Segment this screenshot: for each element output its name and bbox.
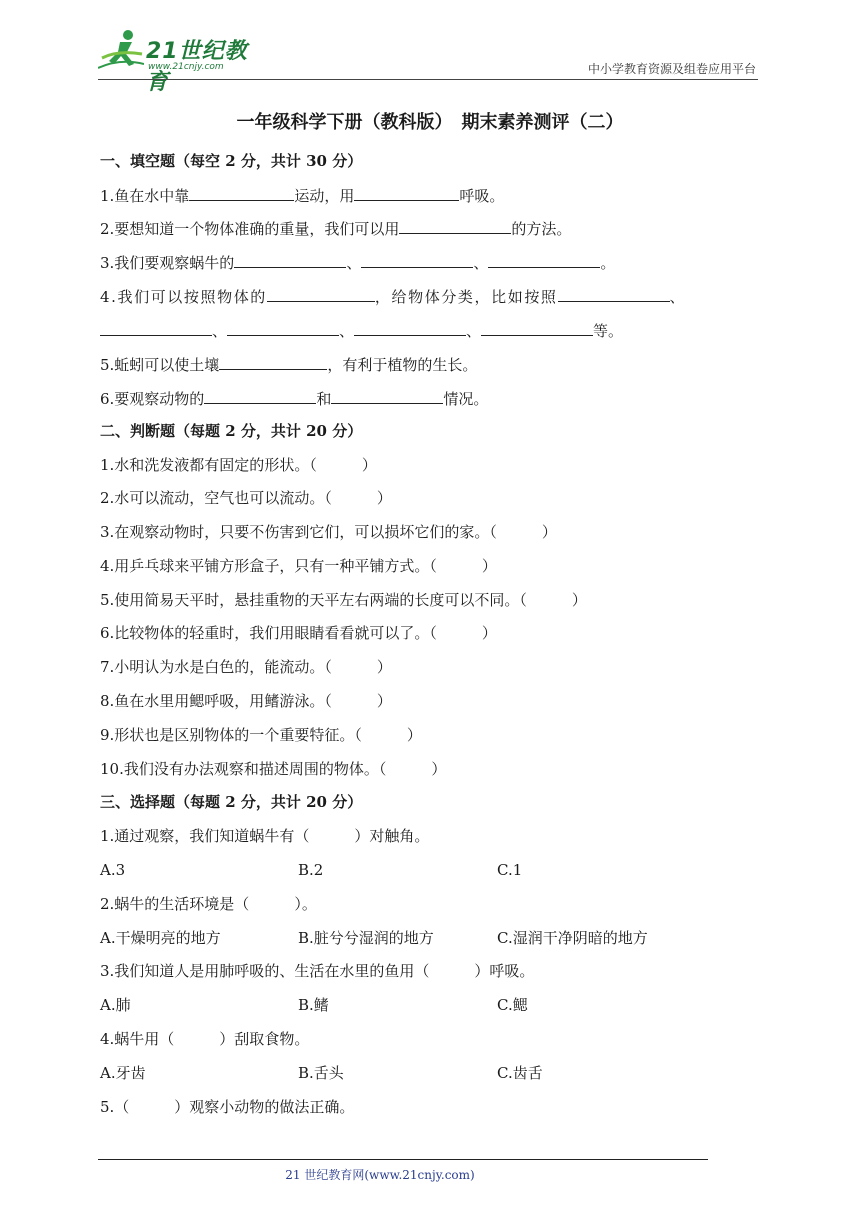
choice-option-c[interactable]: C.鳃 xyxy=(497,996,528,1014)
page-title: 一年级科学下册（教科版） 期末素养测评（二） xyxy=(236,112,624,133)
choice-option-b[interactable]: B.舌头 xyxy=(298,1064,344,1082)
answer-blank[interactable] xyxy=(331,388,443,404)
answer-blank[interactable] xyxy=(100,320,212,336)
page-header xyxy=(0,0,860,95)
judge-question: 3.在观察动物时，只要不伤害到它们，可以损坏它们的家。（ ） xyxy=(100,523,557,541)
answer-blank[interactable] xyxy=(361,252,473,268)
fill-question-6: 6.要观察动物的 和 情况。 xyxy=(100,390,489,408)
fill-question-5: 5.蚯蚓可以使土壤 ，有利于植物的生长。 xyxy=(100,356,478,374)
answer-blank[interactable] xyxy=(481,320,593,336)
judge-question: 5.使用简易天平时，悬挂重物的天平左右两端的长度可以不同。（ ） xyxy=(100,591,587,609)
footer-divider xyxy=(98,1159,708,1160)
answer-blank[interactable] xyxy=(354,185,459,201)
choice-option-a[interactable]: A.牙齿 xyxy=(100,1064,146,1082)
answer-blank[interactable] xyxy=(234,252,346,268)
choice-option-c[interactable]: C.齿舌 xyxy=(497,1064,543,1082)
choice-option-c[interactable]: C.1 xyxy=(497,861,523,879)
answer-blank[interactable] xyxy=(267,286,375,302)
choice-option-b[interactable]: B.2 xyxy=(298,861,324,879)
judge-question: 6.比较物体的轻重时，我们用眼睛看看就可以了。（ ） xyxy=(100,624,497,642)
choice-option-a[interactable]: A.3 xyxy=(100,861,126,879)
answer-blank[interactable] xyxy=(558,286,670,302)
fill-question-2: 2.要想知道一个物体准确的重量，我们可以用 的方法。 xyxy=(100,220,572,238)
fill-question-1: 1.鱼在水中靠 运动，用 呼吸。 xyxy=(100,187,505,205)
logo-text: 21世纪教育 xyxy=(146,39,248,95)
choice-question-3: 3.我们知道人是用肺呼吸的、生活在水里的鱼用（ ）呼吸。 xyxy=(100,962,535,980)
choice-question-5: 5.（ ）观察小动物的做法正确。 xyxy=(100,1098,355,1116)
choice-option-a[interactable]: A.肺 xyxy=(100,996,131,1014)
choice-question-2: 2.蜗牛的生活环境是（ ）。 xyxy=(100,895,317,913)
judge-question: 8.鱼在水里用鳃呼吸，用鳍游泳。（ ） xyxy=(100,692,392,710)
judge-question: 4.用乒乓球来平铺方形盒子，只有一种平铺方式。（ ） xyxy=(100,557,497,575)
choice-option-a[interactable]: A.干燥明亮的地方 xyxy=(100,929,221,947)
choice-option-b[interactable]: B.脏兮兮湿润的地方 xyxy=(298,929,434,947)
answer-blank[interactable] xyxy=(227,320,339,336)
logo xyxy=(98,26,268,95)
answer-blank[interactable] xyxy=(189,185,294,201)
section-heading-multiple-choice: 三、选择题（每题 2 分，共计 20 分） xyxy=(100,793,363,811)
choice-option-c[interactable]: C.湿润干净阴暗的地方 xyxy=(497,929,648,947)
answer-blank[interactable] xyxy=(399,218,511,234)
choice-question-1: 1.通过观察，我们知道蜗牛有（ ）对触角。 xyxy=(100,827,430,845)
answer-blank[interactable] xyxy=(219,354,327,370)
judge-question: 7.小明认为水是白色的，能流动。（ ） xyxy=(100,658,392,676)
header-divider xyxy=(98,79,758,80)
section-heading-fill-blank: 一、填空题（每空 2 分，共计 30 分） xyxy=(100,152,363,170)
runner-logo-icon xyxy=(98,28,144,72)
judge-question: 9.形状也是区别物体的一个重要特征。（ ） xyxy=(100,726,422,744)
logo-url: www.21cnjy.com xyxy=(148,62,224,72)
section-heading-true-false: 二、判断题（每题 2 分，共计 20 分） xyxy=(100,422,363,440)
judge-question: 2.水可以流动，空气也可以流动。（ ） xyxy=(100,489,392,507)
fill-question-4: 4.我们可以按照物体的 ，给物体分类，比如按照 、 xyxy=(100,288,687,306)
choice-option-b[interactable]: B.鳍 xyxy=(298,996,329,1014)
choice-question-4: 4.蜗牛用（ ）刮取食物。 xyxy=(100,1030,310,1048)
platform-name: 中小学教育资源及组卷应用平台 xyxy=(587,62,756,76)
answer-blank[interactable] xyxy=(488,252,600,268)
judge-question: 10.我们没有办法观察和描述周围的物体。（ ） xyxy=(100,760,447,778)
answer-blank[interactable] xyxy=(354,320,466,336)
fill-question-4-continued: 、 、 、 等。 xyxy=(100,320,623,341)
judge-question: 1.水和洗发液都有固定的形状。（ ） xyxy=(100,456,377,474)
footer-text: 21 世纪教育网(www.21cnjy.com) xyxy=(285,1168,475,1182)
fill-question-3: 3.我们要观察蜗牛的 、 、 。 xyxy=(100,254,616,272)
answer-blank[interactable] xyxy=(204,388,316,404)
